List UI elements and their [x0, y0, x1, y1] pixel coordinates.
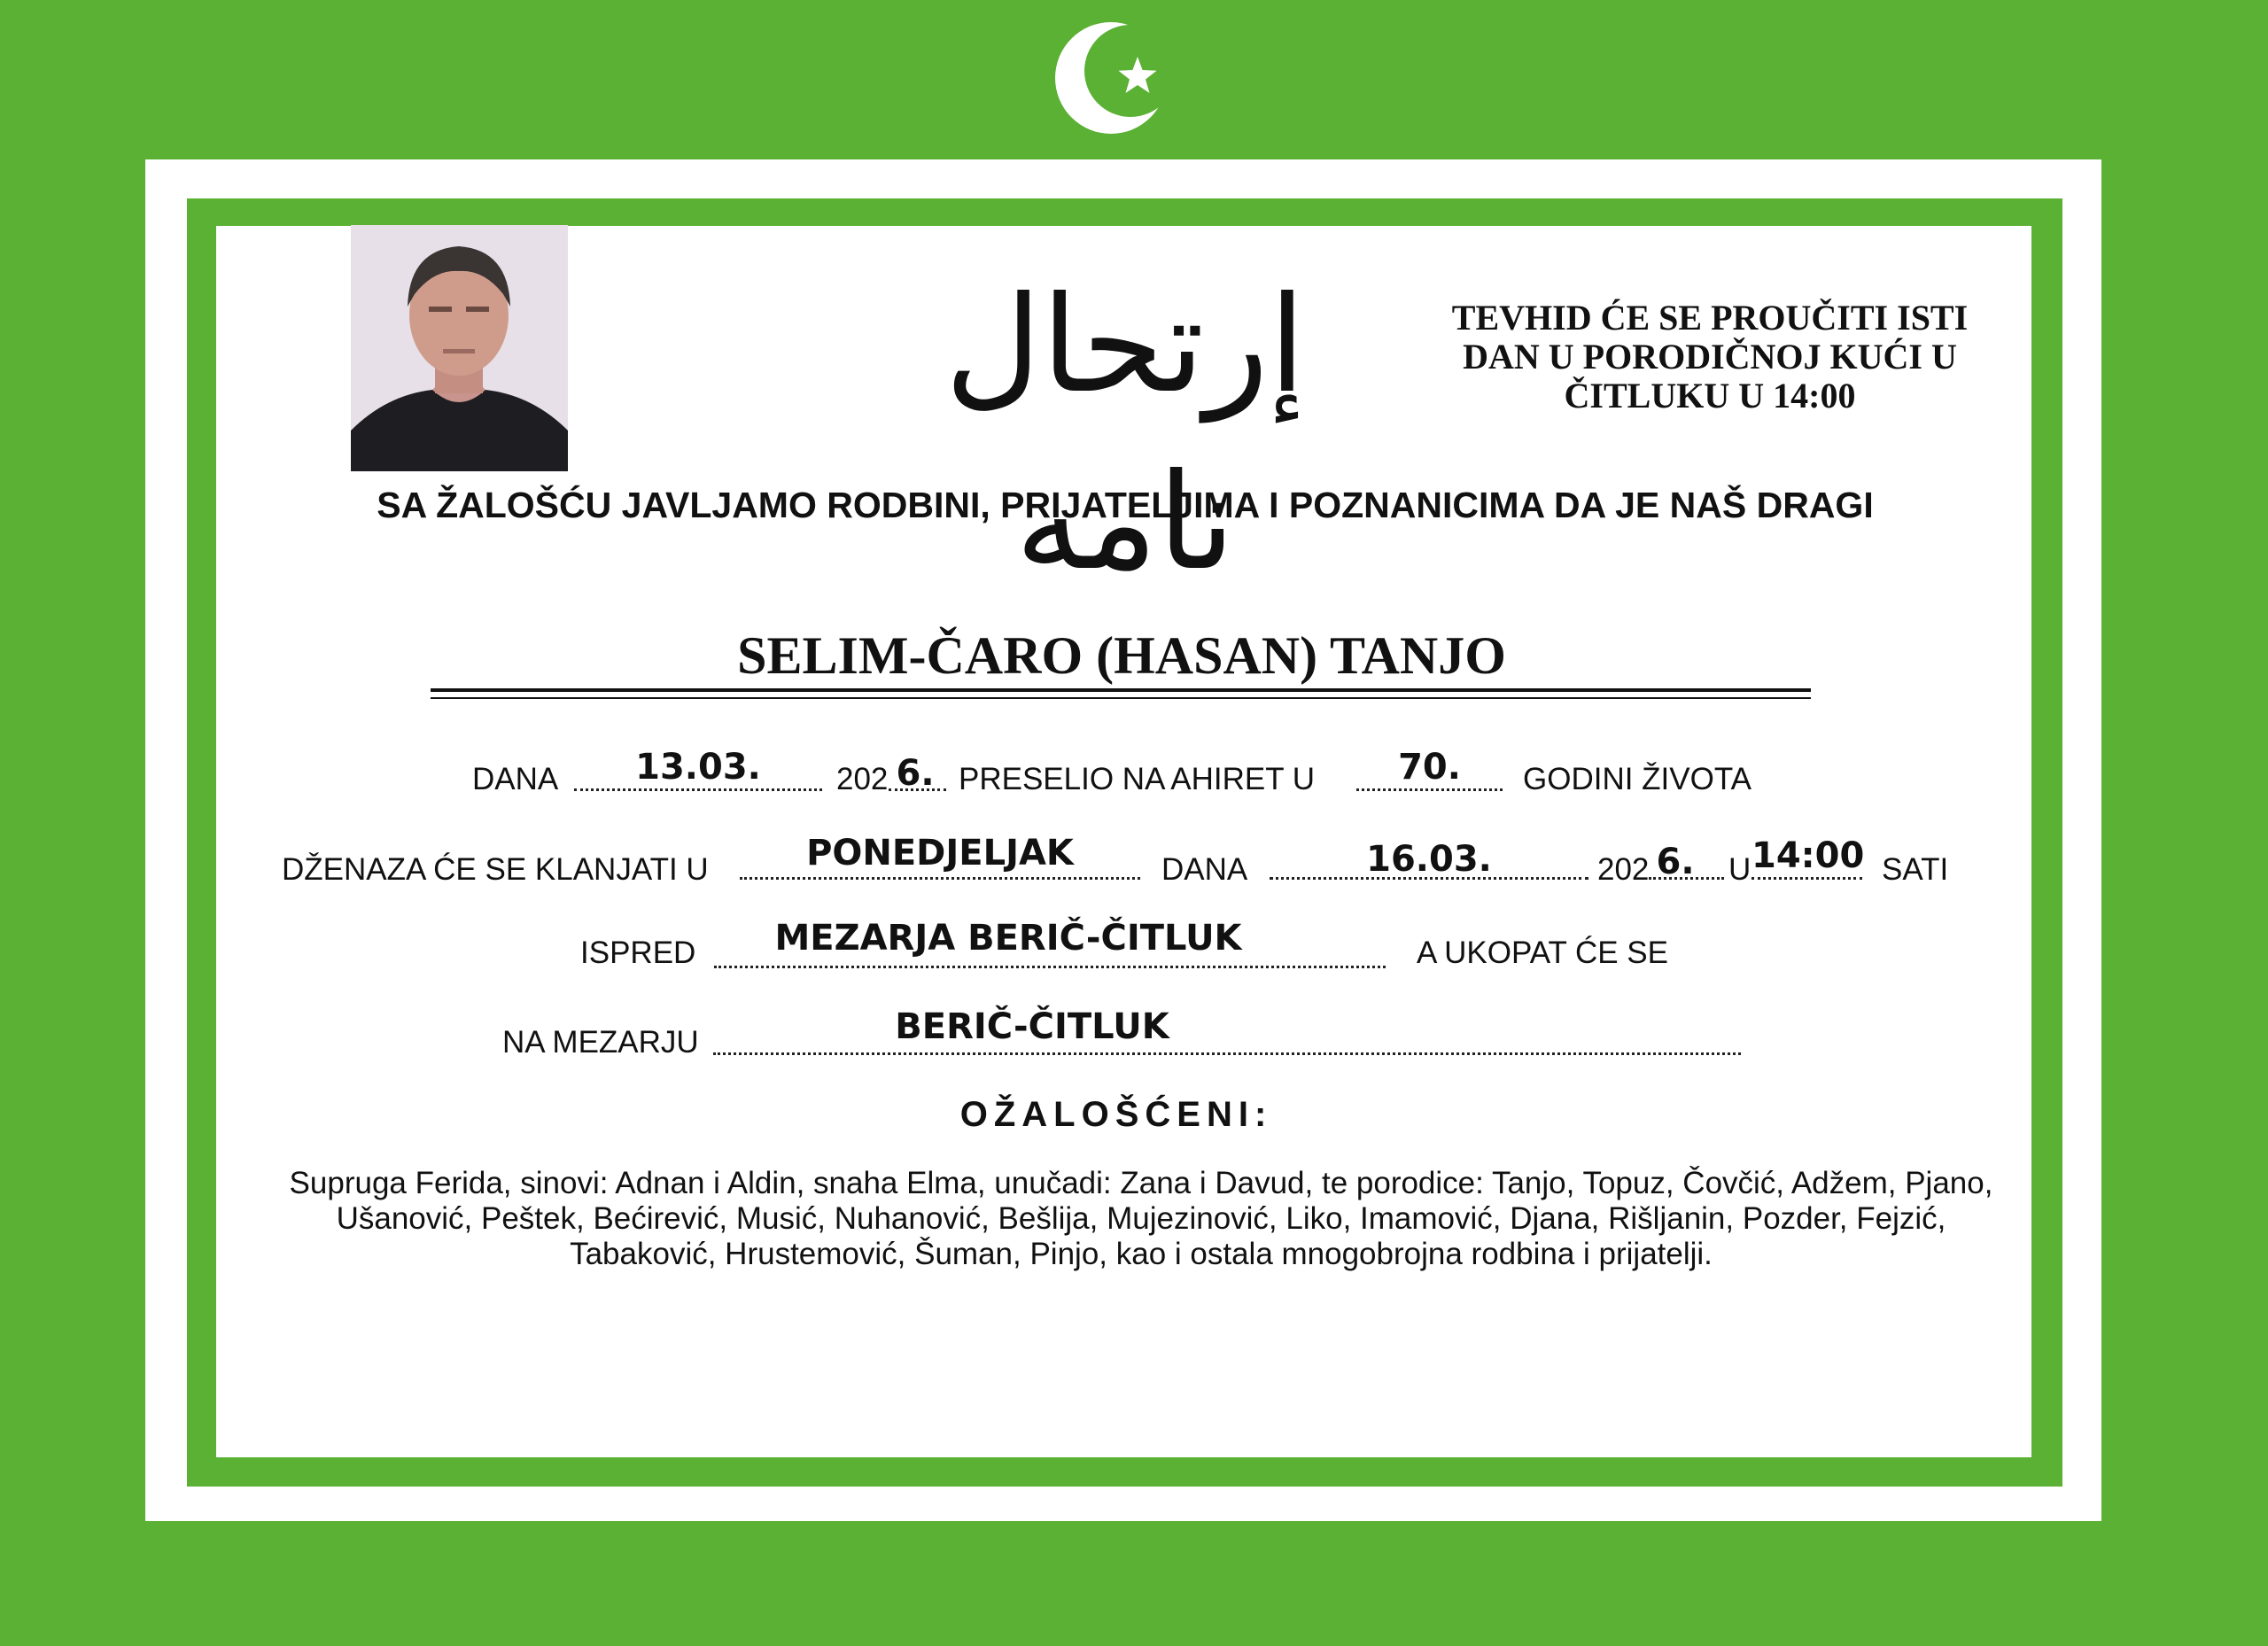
dzenaza-time: 14:00: [1751, 835, 1865, 876]
arabic-title: إرتحال نامه: [944, 268, 1306, 600]
label-dana: DANA: [472, 762, 559, 796]
mourners-list: Supruga Ferida, sinovi: Adnan i Aldin, snaha Elma, unučadi: Zana i Davud, te porodice: Tanjo, Topuz, Čovčić, Adžem, Pjano, Ušanović, Peštek, Bećirević, Musić, Nuhanović, Bešlija, Mujezinović, Liko, Imamović, Djana, Rišljanin, Pozder, Fejzić, Tabaković, Hrustemović, Šuman, Pinjo, kao i ostala mnogobrojna rodbina i prijatelji.: [289, 1166, 1993, 1271]
fill-line: [740, 877, 1140, 880]
dzenaza-day: PONEDJELJAK: [806, 833, 1074, 873]
death-date: 13.03.: [635, 747, 761, 788]
label-ispred: ISPRED: [580, 936, 696, 970]
label-dana: DANA: [1161, 852, 1248, 887]
fill-line: [714, 966, 1386, 968]
label-preselio: PRESELIO NA AHIRET U: [959, 762, 1315, 796]
year-prefix: 202: [1597, 852, 1650, 887]
label-klanjati: DŽENAZA ĆE SE KLANJATI U: [282, 852, 709, 887]
deceased-portrait: [351, 225, 568, 471]
intro-text: SA ŽALOŠĆU JAVLJAMO RODBINI, PRIJATELJIMA I POZNANICIMA DA JE NAŠ DRAGI: [377, 485, 1874, 525]
fill-line: [713, 1052, 1741, 1055]
name-underline: [431, 688, 1811, 692]
crescent-star-icon: [1052, 19, 1177, 144]
label-u: U: [1728, 852, 1751, 887]
tevhid-line: TEVHID ĆE SE PROUČITI ISTI: [1451, 298, 1969, 338]
label-sati: SATI: [1882, 852, 1949, 887]
deceased-name: SELIM-ČARO (HASAN) TANJO: [737, 626, 1506, 685]
dzenaza-date: 16.03.: [1366, 839, 1492, 880]
year-prefix: 202: [836, 762, 889, 796]
label-na-mezarju: NA MEZARJU: [502, 1025, 699, 1060]
dzenaza-year-suffix: 6.: [1656, 842, 1695, 882]
portrait-illustration: [351, 225, 568, 471]
age: 70.: [1398, 747, 1461, 788]
fill-line: [574, 788, 822, 791]
death-year-suffix: 6.: [896, 753, 935, 794]
mourners-heading: OŽALOŠĆENI:: [959, 1095, 1273, 1134]
tevhid-line: ČITLUKU U 14:00: [1564, 376, 1856, 415]
fill-line: [1356, 788, 1503, 791]
fill-line: [1751, 877, 1862, 880]
burial-place: BERIČ-ČITLUK: [895, 1006, 1169, 1047]
tevhid-notice: [1418, 299, 2002, 415]
name-underline-thin: [431, 697, 1811, 699]
tevhid-line: DAN U PORODIČNOJ KUĆI U: [1463, 337, 1957, 377]
label-godini: GODINI ŽIVOTA: [1523, 762, 1751, 796]
label-ukopat: A UKOPAT ĆE SE: [1417, 936, 1668, 970]
ispred-place: MEZARJA BERIČ-ČITLUK: [774, 918, 1242, 959]
